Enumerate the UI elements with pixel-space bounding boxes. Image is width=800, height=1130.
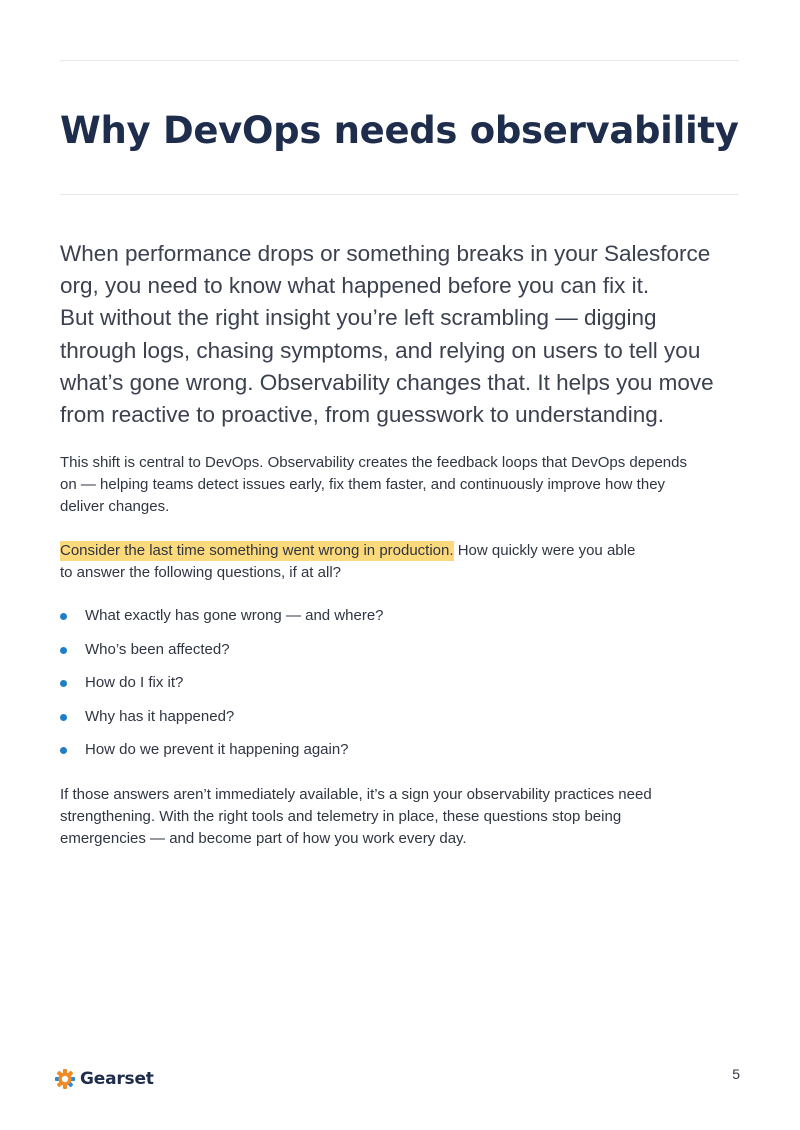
highlighted-text: Consider the last time something went wrong in production.	[60, 542, 454, 559]
paragraph-line: emergencies — and become part of how you work every day.	[60, 830, 467, 847]
lead-line: through logs, chasing symptoms, and relying on users to tell you	[60, 337, 701, 363]
bullet-icon	[60, 714, 67, 721]
paragraph-line: This shift is central to DevOps. Observability creates the feedback loops that DevOps depends	[60, 454, 687, 471]
page-title: Why DevOps needs observability	[60, 109, 739, 152]
bullet-icon	[60, 680, 67, 687]
conclusion-paragraph	[60, 784, 740, 850]
production-paragraph	[60, 540, 740, 584]
bullet-icon	[60, 647, 67, 654]
bullet-icon	[60, 747, 67, 754]
paragraph-text: How quickly were you able	[453, 542, 636, 559]
paragraph-line: to answer the following questions, if at all?	[60, 564, 341, 581]
list-item	[60, 672, 384, 706]
bullet-icon	[60, 613, 67, 620]
lead-line: But without the right insight you’re left scrambling — digging	[60, 305, 657, 331]
gear-icon	[54, 1068, 76, 1090]
paragraph-line: deliver changes.	[60, 498, 170, 515]
questions-list	[60, 605, 384, 773]
list-item	[60, 706, 384, 740]
gearset-logo	[54, 1066, 154, 1092]
lead-paragraph	[60, 238, 750, 431]
title-divider	[60, 194, 739, 195]
top-divider	[60, 60, 739, 61]
lead-line: When performance drops or something breaks in your Salesforce	[60, 241, 711, 266]
lead-line: org, you need to know what happened before you can fix it.	[60, 273, 650, 299]
list-item	[60, 639, 384, 673]
paragraph-line: If those answers aren’t immediately available, it’s a sign your observability practices need	[60, 786, 652, 803]
list-item-text: What exactly has gone wrong — and where?	[85, 607, 384, 624]
lead-line: from reactive to proactive, from guesswork to understanding.	[60, 402, 665, 428]
paragraph-line: strengthening. With the right tools and telemetry in place, these questions stop being	[60, 808, 622, 825]
page-number: 5	[732, 1066, 740, 1082]
paragraph-line	[60, 540, 740, 562]
paragraph-line: on — helping teams detect issues early, fix them faster, and continuously improve how they	[60, 476, 666, 493]
devops-paragraph	[60, 452, 740, 518]
lead-line: what’s gone wrong. Observability changes that. It helps you move	[60, 369, 714, 395]
list-item	[60, 605, 384, 639]
list-item-text: How do I fix it?	[85, 674, 184, 691]
list-item-text: How do we prevent it happening again?	[85, 741, 349, 758]
list-item-text: Why has it happened?	[85, 707, 235, 725]
logo-text: Gearset	[80, 1069, 154, 1089]
list-item	[60, 739, 384, 773]
list-item-text: Who’s been affected?	[85, 640, 230, 658]
